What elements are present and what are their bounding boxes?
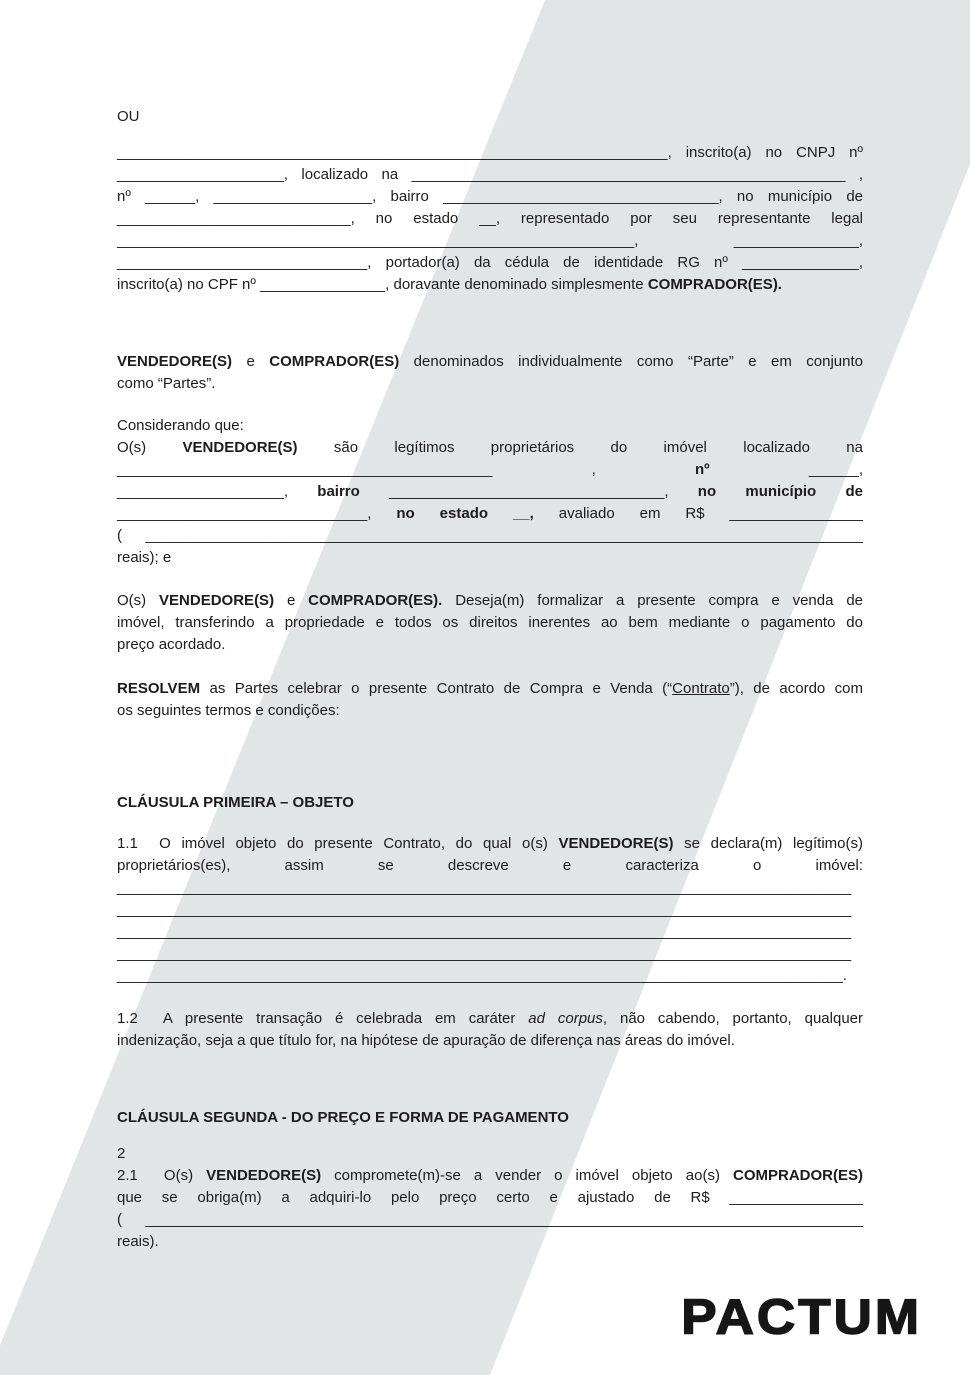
doc-line: [117, 612, 863, 634]
doc-text-segment: reais); e: [117, 549, 172, 566]
doc-text-segment: ( ______________________________________________________________________________________: [117, 527, 863, 544]
doc-line: [117, 634, 863, 656]
block-considerando: [117, 415, 863, 569]
doc-text-segment: ______________________________, portador(a) da cédula de identidade RG nº ______________,: [117, 254, 863, 271]
doc-line: [117, 877, 863, 899]
doc-text-segment: VENDEDORE(S): [182, 439, 298, 456]
doc-text-segment: 2: [117, 1145, 126, 1162]
doc-text-segment: ad corpus: [528, 1010, 603, 1027]
doc-text-segment: no estado __,: [396, 505, 534, 522]
doc-line: [117, 547, 863, 569]
doc-text-segment: _______________________________________________________________________________________.: [117, 967, 847, 984]
doc-line: [117, 252, 863, 274]
doc-text-segment: compromete(m)-se a vender o imóvel objeto ao(s): [321, 1167, 733, 1184]
doc-text-segment: preço acordado.: [117, 636, 226, 653]
doc-line: [117, 1143, 863, 1165]
block-ou: [117, 106, 863, 128]
pactum-logo: PACTUM: [681, 1290, 922, 1345]
doc-text-segment: RESOLVEM: [117, 680, 201, 697]
doc-line: [117, 943, 863, 965]
block-heading-2: [117, 1107, 863, 1129]
doc-line: [117, 1209, 863, 1231]
doc-line: [117, 700, 863, 722]
doc-text-segment: Contrato: [672, 680, 730, 697]
block-clause-1-1: [117, 833, 863, 987]
doc-text-segment: as Partes celebrar o presente Contrato de Compra e Venda (“: [200, 680, 673, 697]
doc-line: [117, 186, 863, 208]
doc-line: [117, 1030, 863, 1052]
doc-text-segment: VENDEDORE(S): [558, 835, 674, 852]
doc-text-segment: Deseja(m) formalizar a presente compra e venda de: [442, 592, 864, 609]
doc-text-segment: nº: [694, 461, 710, 478]
doc-text-segment: e: [232, 353, 270, 370]
doc-line: [117, 1107, 863, 1129]
doc-line: [117, 142, 863, 164]
doc-text-segment: 1.2 A presente transação é celebrada em caráter: [117, 1010, 529, 1027]
doc-text-segment: VENDEDORE(S): [206, 1167, 322, 1184]
doc-line: [117, 965, 863, 987]
doc-text-segment: ____________________________, no estado __, representado por seu representante legal: [117, 210, 863, 227]
doc-line: [117, 1187, 863, 1209]
doc-text-segment: e: [274, 592, 309, 609]
doc-text-segment: 2.1 O(s): [117, 1167, 207, 1184]
doc-text-segment: denominados individualmente como “Parte” e em conjunto: [399, 353, 863, 370]
document-body: [117, 106, 863, 1253]
block-clause-1-2: [117, 1008, 863, 1052]
block-clause-2-1: [117, 1143, 863, 1253]
doc-line: [117, 921, 863, 943]
block-heading-1: [117, 792, 863, 814]
doc-text-segment: OU: [117, 108, 140, 125]
block-parties-def: [117, 351, 863, 395]
doc-text-segment: 1.1 O imóvel objeto do presente Contrato, do qual o(s): [117, 835, 559, 852]
doc-text-segment: reais).: [117, 1233, 159, 1250]
doc-text-segment: ____________________,: [117, 483, 318, 500]
doc-text-segment: COMPRADOR(ES).: [647, 276, 782, 293]
doc-text-segment: COMPRADOR(ES).: [308, 592, 443, 609]
doc-text-segment: são legítimos proprietários do imóvel localizado na: [297, 439, 863, 456]
doc-text-segment: bairro: [317, 483, 360, 500]
doc-line: [117, 230, 863, 252]
doc-text-segment: ”), de acordo com: [729, 680, 864, 697]
doc-line: [117, 274, 863, 296]
doc-text-segment: CLÁUSULA SEGUNDA - DO PREÇO E FORMA DE PAGAMENTO: [117, 1109, 569, 1126]
doc-line: [117, 525, 863, 547]
doc-line: [117, 833, 863, 855]
doc-line: [117, 1231, 863, 1253]
block-resolvem: [117, 678, 863, 722]
block-party-info: [117, 142, 863, 296]
doc-text-segment: CLÁUSULA PRIMEIRA – OBJETO: [117, 794, 354, 811]
doc-line: [117, 503, 863, 525]
doc-text-segment: ________________________________________________________________________________________: [117, 901, 852, 918]
doc-line: [117, 792, 863, 814]
doc-text-segment: ________________________________________________________________________________________: [117, 945, 852, 962]
doc-line: [117, 164, 863, 186]
doc-text-segment: ______________________________,: [117, 505, 397, 522]
doc-text-segment: que se obriga(m) a adquiri-lo pelo preço certo e ajustado de R$ ________________: [117, 1189, 863, 1206]
doc-line: [117, 678, 863, 700]
doc-text-segment: ____________________, localizado na ____________________________________________________ ,: [117, 166, 863, 183]
doc-text-segment: __________________________________________________________________, inscrito(a) no CNPJ nº: [117, 144, 863, 161]
doc-line: [117, 1165, 863, 1187]
doc-text-segment: ________________________________________________________________________________________: [117, 923, 852, 940]
doc-text-segment: O(s): [117, 592, 160, 609]
doc-text-segment: os seguintes termos e condições:: [117, 702, 340, 719]
doc-line: [117, 459, 863, 481]
doc-text-segment: imóvel, transferindo a propriedade e todos os direitos inerentes ao bem mediante o pagamento do: [117, 614, 863, 631]
doc-line: [117, 437, 863, 459]
doc-text-segment: ________________________________________________________________________________________: [117, 879, 852, 896]
doc-text-segment: , não cabendo, portanto, qualquer: [602, 1010, 864, 1027]
doc-text-segment: proprietários(es), assim se descreve e caracteriza o imóvel:: [117, 857, 863, 874]
doc-text-segment: Considerando que:: [117, 417, 244, 434]
doc-line: [117, 373, 863, 395]
doc-line: [117, 1008, 863, 1030]
doc-text-segment: ______,: [709, 461, 863, 478]
doc-text-segment: VENDEDORE(S): [159, 592, 275, 609]
doc-text-segment: ( ______________________________________________________________________________________: [117, 1211, 863, 1228]
doc-text-segment: indenização, seja a que título for, na hipótese de apuração de diferença nas áreas do imóvel.: [117, 1032, 735, 1049]
doc-line: [117, 351, 863, 373]
doc-text-segment: se declara(m) legítimo(s): [673, 835, 863, 852]
doc-text-segment: inscrito(a) no CPF nº _______________, doravante denominado simplesmente: [117, 276, 648, 293]
doc-line: [117, 899, 863, 921]
doc-line: [117, 208, 863, 230]
doc-text-segment: _________________________________,: [359, 483, 698, 500]
doc-text-segment: O(s): [117, 439, 183, 456]
doc-text-segment: VENDEDORE(S): [117, 353, 233, 370]
doc-text-segment: como “Partes”.: [117, 375, 216, 392]
doc-line: [117, 106, 863, 128]
doc-text-segment: COMPRADOR(ES): [733, 1167, 863, 1184]
doc-text-segment: nº ______, ___________________, bairro _________________________________, no município de: [117, 188, 863, 205]
doc-line: [117, 590, 863, 612]
doc-text-segment: ______________________________________________________________, _______________,: [117, 232, 863, 249]
doc-text-segment: COMPRADOR(ES): [269, 353, 400, 370]
doc-text-segment: avaliado em R$ ________________: [533, 505, 863, 522]
block-formalizar: [117, 590, 863, 656]
doc-line: [117, 415, 863, 437]
doc-line: [117, 855, 863, 877]
doc-line: [117, 481, 863, 503]
doc-text-segment: no município de: [697, 483, 863, 500]
doc-text-segment: _____________________________________________ ,: [117, 461, 695, 478]
